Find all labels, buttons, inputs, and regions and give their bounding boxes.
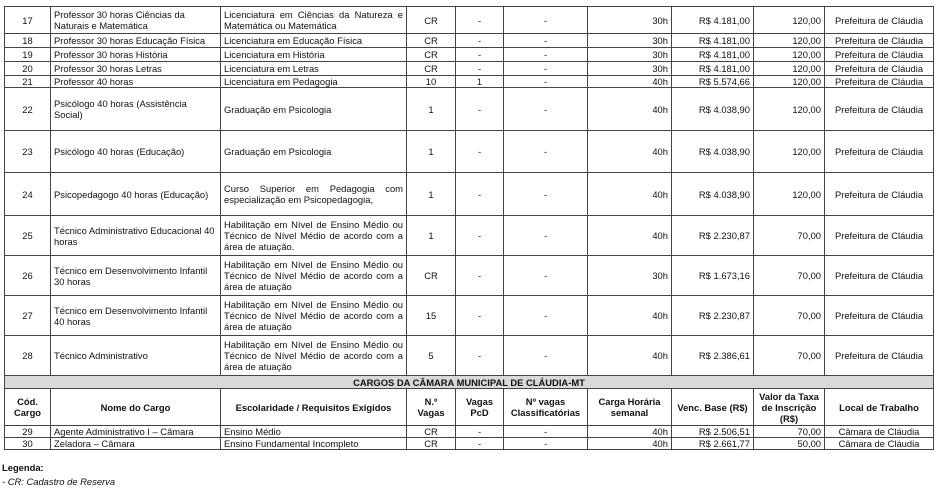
- cell-location: Prefeitura de Cláudia: [825, 173, 934, 216]
- cell-fee: 70,00: [754, 336, 825, 376]
- cell-code: 21: [5, 76, 51, 88]
- cell-requirements: Graduação em Psicologia: [221, 88, 407, 131]
- header-classificatory: Nº vagas Classificatórias: [504, 389, 588, 426]
- cell-classificatory: -: [504, 76, 588, 88]
- table-row: [5, 426, 934, 438]
- cell-classificatory: -: [504, 256, 588, 296]
- cargos-table: [4, 6, 934, 450]
- cell-pcd: -: [456, 426, 504, 438]
- cell-classificatory: -: [504, 336, 588, 376]
- cell-pcd: -: [456, 296, 504, 336]
- cell-salary: R$ 2.506,51: [672, 426, 754, 438]
- table-row: [5, 131, 934, 173]
- cell-classificatory: -: [504, 216, 588, 256]
- table-row: [5, 88, 934, 131]
- cell-vacancies: CR: [407, 438, 456, 450]
- cell-workload: 40h: [588, 76, 672, 88]
- header-workload: Carga Horária semanal: [588, 389, 672, 426]
- cell-location: Prefeitura de Cláudia: [825, 296, 934, 336]
- cell-location: Prefeitura de Cláudia: [825, 256, 934, 296]
- cell-name: Psicólogo 40 horas (Assistência Social): [51, 88, 221, 131]
- cell-classificatory: -: [504, 131, 588, 173]
- cell-pcd: -: [456, 62, 504, 76]
- cell-vacancies: CR: [407, 7, 456, 34]
- cell-workload: 40h: [588, 216, 672, 256]
- table-row: [5, 48, 934, 62]
- cell-classificatory: -: [504, 173, 588, 216]
- cell-vacancies: 5: [407, 336, 456, 376]
- cell-workload: 40h: [588, 173, 672, 216]
- cell-name: Professor 30 horas Letras: [51, 62, 221, 76]
- cell-code: 18: [5, 34, 51, 48]
- cell-classificatory: -: [504, 426, 588, 438]
- cell-classificatory: -: [504, 296, 588, 336]
- cell-fee: 120,00: [754, 88, 825, 131]
- cell-fee: 120,00: [754, 7, 825, 34]
- cell-salary: R$ 4.181,00: [672, 34, 754, 48]
- cell-requirements: Licenciatura em História: [221, 48, 407, 62]
- cell-code: 22: [5, 88, 51, 131]
- table-row: [5, 7, 934, 34]
- table-row: [5, 62, 934, 76]
- cell-classificatory: -: [504, 48, 588, 62]
- cell-vacancies: 1: [407, 173, 456, 216]
- cell-code: 26: [5, 256, 51, 296]
- table-row: [5, 76, 934, 88]
- table-row: [5, 256, 934, 296]
- cell-name: Zeladora – Câmara: [51, 438, 221, 450]
- cell-fee: 120,00: [754, 76, 825, 88]
- cell-pcd: -: [456, 173, 504, 216]
- cell-code: 27: [5, 296, 51, 336]
- cell-fee: 50,00: [754, 438, 825, 450]
- cell-workload: 40h: [588, 88, 672, 131]
- cell-requirements: Habilitação em Nível de Ensino Médio ou Técnico de Nível Médio de acordo com a área de atuação.: [221, 216, 407, 256]
- table-row: [5, 34, 934, 48]
- cell-classificatory: -: [504, 34, 588, 48]
- cell-code: 17: [5, 7, 51, 34]
- legend-note: - CR: Cadastro de Reserva: [2, 476, 116, 487]
- cell-requirements: Licenciatura em Ciências da Natureza e Matemática ou Matemática: [221, 7, 407, 34]
- section-row: [5, 376, 934, 389]
- header-code: Cód. Cargo: [5, 389, 51, 426]
- table-row: [5, 173, 934, 216]
- cell-requirements: Licenciatura em Educação Física: [221, 34, 407, 48]
- cell-requirements: Ensino Médio: [221, 426, 407, 438]
- cell-vacancies: 1: [407, 216, 456, 256]
- cell-pcd: -: [456, 7, 504, 34]
- cell-location: Prefeitura de Cláudia: [825, 62, 934, 76]
- cell-vacancies: CR: [407, 256, 456, 296]
- header-vacancies: N.º Vagas: [407, 389, 456, 426]
- cell-name: Psicólogo 40 horas (Educação): [51, 131, 221, 173]
- cell-location: Prefeitura de Cláudia: [825, 7, 934, 34]
- header-fee: Valor da Taxa de Inscrição (R$): [754, 389, 825, 426]
- header-salary: Venc. Base (R$): [672, 389, 754, 426]
- cell-salary: R$ 4.038,90: [672, 88, 754, 131]
- cell-location: Prefeitura de Cláudia: [825, 34, 934, 48]
- cell-vacancies: CR: [407, 426, 456, 438]
- cell-location: Prefeitura de Cláudia: [825, 88, 934, 131]
- cell-code: 19: [5, 48, 51, 62]
- cell-vacancies: 10: [407, 76, 456, 88]
- table-row: [5, 336, 934, 376]
- cell-location: Prefeitura de Cláudia: [825, 131, 934, 173]
- cell-code: 29: [5, 426, 51, 438]
- cell-salary: R$ 4.181,00: [672, 62, 754, 76]
- cell-salary: R$ 2.661,77: [672, 438, 754, 450]
- cell-requirements: Habilitação em Nível de Ensino Médio ou Técnico de Nível Médio de acordo com a área de atuação: [221, 296, 407, 336]
- cell-pcd: -: [456, 131, 504, 173]
- cell-code: 23: [5, 131, 51, 173]
- cell-location: Prefeitura de Cláudia: [825, 48, 934, 62]
- cell-workload: 40h: [588, 296, 672, 336]
- cell-location: Prefeitura de Cláudia: [825, 76, 934, 88]
- cell-name: Professor 30 horas Ciências da Naturais e Matemática: [51, 7, 221, 34]
- cell-vacancies: CR: [407, 62, 456, 76]
- header-row: [5, 389, 934, 426]
- cell-salary: R$ 2.230,87: [672, 296, 754, 336]
- cell-fee: 70,00: [754, 296, 825, 336]
- cell-requirements: Curso Superior em Pedagogia com especialização em Psicopedagogia,: [221, 173, 407, 216]
- cell-pcd: -: [456, 256, 504, 296]
- cell-requirements: Habilitação em Nível de Ensino Médio ou Técnico de Nível Médio de acordo com a área de atuação: [221, 336, 407, 376]
- cell-pcd: 1: [456, 76, 504, 88]
- cell-salary: R$ 5.574,66: [672, 76, 754, 88]
- cell-workload: 40h: [588, 336, 672, 376]
- table-body-camara-rows: [5, 426, 934, 450]
- cell-salary: R$ 1.673,16: [672, 256, 754, 296]
- cell-requirements: Ensino Fundamental Incompleto: [221, 438, 407, 450]
- cell-salary: R$ 4.181,00: [672, 48, 754, 62]
- cell-name: Psicopedagogo 40 horas (Educação): [51, 173, 221, 216]
- cell-code: 25: [5, 216, 51, 256]
- cell-pcd: -: [456, 336, 504, 376]
- table-row: [5, 438, 934, 450]
- cell-code: 28: [5, 336, 51, 376]
- cell-requirements: Habilitação em Nível de Ensino Médio ou Técnico de Nível Médio de acordo com a área de atuação: [221, 256, 407, 296]
- cell-salary: R$ 4.038,90: [672, 131, 754, 173]
- cell-name: Técnico Administrativo: [51, 336, 221, 376]
- legend-title: Legenda:: [2, 462, 44, 473]
- table-row: [5, 216, 934, 256]
- cell-code: 20: [5, 62, 51, 76]
- cell-workload: 30h: [588, 256, 672, 296]
- cell-salary: R$ 2.386,61: [672, 336, 754, 376]
- cell-salary: R$ 4.038,90: [672, 173, 754, 216]
- cell-vacancies: 15: [407, 296, 456, 336]
- cell-classificatory: -: [504, 438, 588, 450]
- table-body-prefeitura: [5, 7, 934, 376]
- cell-vacancies: 1: [407, 131, 456, 173]
- section-title: CARGOS DA CÂMARA MUNICIPAL DE CLÁUDIA-MT: [5, 376, 934, 389]
- cell-pcd: -: [456, 48, 504, 62]
- cell-fee: 120,00: [754, 62, 825, 76]
- cell-fee: 120,00: [754, 173, 825, 216]
- cell-workload: 40h: [588, 438, 672, 450]
- cell-vacancies: 1: [407, 88, 456, 131]
- cell-salary: R$ 4.181,00: [672, 7, 754, 34]
- header-pcd: Vagas PcD: [456, 389, 504, 426]
- cell-fee: 70,00: [754, 256, 825, 296]
- legend: [2, 462, 115, 487]
- cell-workload: 40h: [588, 131, 672, 173]
- cell-name: Técnico em Desenvolvimento Infantil 40 horas: [51, 296, 221, 336]
- cell-classificatory: -: [504, 62, 588, 76]
- cell-code: 30: [5, 438, 51, 450]
- cell-pcd: -: [456, 438, 504, 450]
- header-location: Local de Trabalho: [825, 389, 934, 426]
- cell-name: Técnico em Desenvolvimento Infantil 30 horas: [51, 256, 221, 296]
- cell-workload: 30h: [588, 62, 672, 76]
- cell-location: Prefeitura de Cláudia: [825, 216, 934, 256]
- cell-fee: 120,00: [754, 131, 825, 173]
- cell-requirements: Graduação em Psicologia: [221, 131, 407, 173]
- cell-name: Professor 30 horas Educação Física: [51, 34, 221, 48]
- cell-classificatory: -: [504, 7, 588, 34]
- cell-code: 24: [5, 173, 51, 216]
- cell-name: Agente Administrativo I – Câmara: [51, 426, 221, 438]
- cell-pcd: -: [456, 216, 504, 256]
- cell-fee: 70,00: [754, 426, 825, 438]
- cell-vacancies: CR: [407, 34, 456, 48]
- header-name: Nome do Cargo: [51, 389, 221, 426]
- table-body-camara: [5, 376, 934, 426]
- cell-requirements: Licenciatura em Letras: [221, 62, 407, 76]
- table-row: [5, 296, 934, 336]
- cell-name: Professor 30 horas História: [51, 48, 221, 62]
- header-requirements: Escolaridade / Requisitos Exigidos: [221, 389, 407, 426]
- cell-location: Prefeitura de Cláudia: [825, 336, 934, 376]
- cell-salary: R$ 2.230,87: [672, 216, 754, 256]
- cell-workload: 30h: [588, 7, 672, 34]
- cell-pcd: -: [456, 34, 504, 48]
- cell-name: Técnico Administrativo Educacional 40 horas: [51, 216, 221, 256]
- cell-vacancies: CR: [407, 48, 456, 62]
- cell-fee: 120,00: [754, 48, 825, 62]
- cell-workload: 40h: [588, 426, 672, 438]
- cell-workload: 30h: [588, 34, 672, 48]
- cell-fee: 120,00: [754, 34, 825, 48]
- cell-location: Câmara de Cláudia: [825, 438, 934, 450]
- cell-name: Professor 40 horas: [51, 76, 221, 88]
- cell-requirements: Licenciatura em Pedagogia: [221, 76, 407, 88]
- cell-pcd: -: [456, 88, 504, 131]
- cell-classificatory: -: [504, 88, 588, 131]
- cell-fee: 70,00: [754, 216, 825, 256]
- cell-workload: 30h: [588, 48, 672, 62]
- cell-location: Câmara de Cláudia: [825, 426, 934, 438]
